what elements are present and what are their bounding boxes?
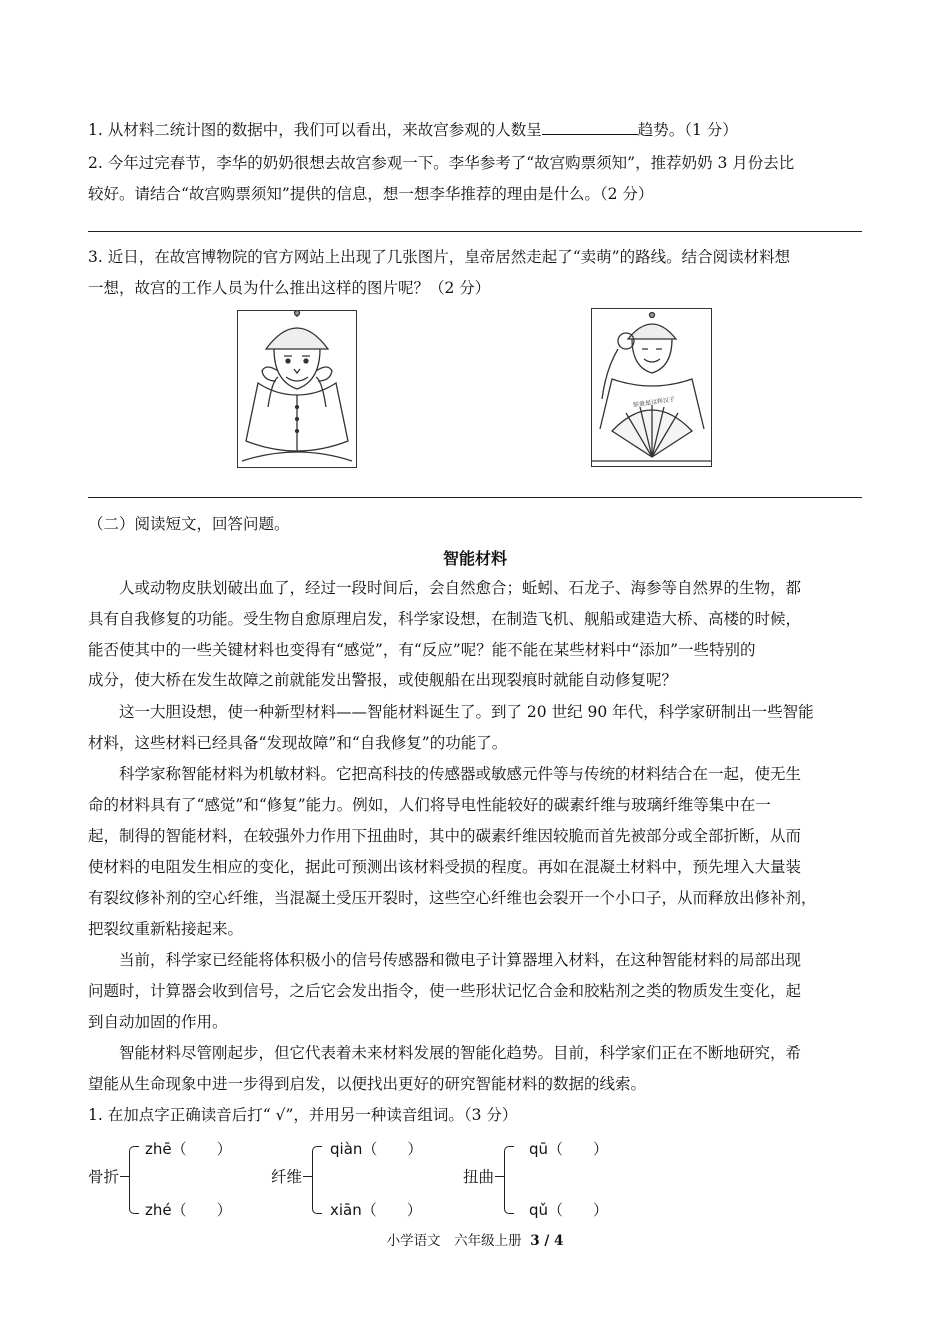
pinyin-option[interactable]: qū（ ）: [529, 1140, 609, 1158]
emperor-picture-1: [237, 310, 357, 468]
pinyin-option[interactable]: qiàn（ ）: [330, 1140, 423, 1158]
paragraph-line: 人或动物皮肤划破出血了，经过一段时间后，会自然愈合；蚯蚓、石龙子、海参等自然界的生物，都: [119, 579, 802, 597]
question-1: 1. 从材料二统计图的数据中，我们可以看出，来故宫参观的人数呈 趋势。（1 分）: [88, 121, 738, 139]
article-title: 智能材料: [442, 549, 507, 568]
paragraph-line: 当前，科学家已经能将体积极小的信号传感器和微电子计算器埋入材料，在这种智能材料的局部出现: [119, 951, 802, 969]
paragraph-line: 问题时，计算器会收到信号，之后它会发出指令，使一些形状记忆合金和胶粘剂之类的物质发生变化，起: [88, 982, 802, 1000]
pinyin-option[interactable]: xiān（ ）: [330, 1201, 422, 1219]
page-number: 3 / 4: [530, 1233, 564, 1249]
brace: [504, 1146, 514, 1214]
pinyin-option[interactable]: zhé（ ）: [145, 1201, 232, 1219]
paragraph-line: 命的材料具有了“感觉”和“修复”能力。例如，人们将导电性能较好的碳素纤维与玻璃纤维等集中在一: [88, 796, 771, 814]
paragraph-line: 使材料的电阻发生相应的变化，据此可预测出该材料受损的程度。再如在混凝土材料中，预先埋入大量装: [88, 858, 802, 876]
emperor-fan-illustration: [592, 309, 711, 466]
answer-line[interactable]: [88, 231, 862, 232]
section-heading: （二）阅读短文，回答问题。: [88, 515, 290, 533]
brace-tick: [303, 1176, 312, 1177]
pinyin-question: 1. 在加点字正确读音后打“ √”，并用另一种读音组词。（3 分）: [88, 1106, 518, 1124]
word-label: 扭曲: [463, 1168, 495, 1186]
paragraph-line: 能否使其中的一些关键材料也变得有“感觉”，有“反应”呢？能不能在某些材料中“添加”一些特别的: [88, 641, 756, 659]
brace-tick: [495, 1176, 504, 1177]
emperor-cute-face-illustration: [238, 311, 356, 467]
question-2-line2: 较好。请结合“故宫购票须知”提供的信息，想一想李华推荐的理由是什么。（2 分）: [88, 185, 654, 203]
question-2-line1: 2. 今年过完春节，李华的奶奶很想去故宫参观一下。李华参考了“故宫购票须知”，推荐奶奶 3 月份去比: [88, 154, 795, 172]
brace-tick: [120, 1176, 129, 1177]
emperor-picture-2: [591, 308, 712, 467]
paragraph-line: 科学家称智能材料为机敏材料。它把高科技的传感器或敏感元件等与传统的材料结合在一起，使无生: [119, 765, 802, 783]
fan-inscription: 朕就是这样汉子: [632, 396, 676, 409]
paragraph-line: 望能从生命现象中进一步得到启发，以便找出更好的研究智能材料的数据的线索。: [88, 1075, 647, 1093]
word-label: 纤维: [271, 1168, 303, 1186]
pinyin-option[interactable]: qǔ（ ）: [529, 1201, 609, 1219]
paragraph-line: 有裂纹修补剂的空心纤维，当混凝土受压开裂时，这些空心纤维也会裂开一个小口子，从而释放出修补剂，: [88, 889, 817, 907]
paragraph-line: 智能材料尽管刚起步，但它代表着未来材料发展的智能化趋势。目前，科学家们正在不断地研究，希: [119, 1044, 802, 1062]
brace: [129, 1146, 139, 1214]
question-3-line2: 一想，故宫的工作人员为什么推出这样的图片呢？（2 分）: [88, 279, 491, 297]
paragraph-line: 材料，这些材料已经具备“发现故障”和“自我修复”的功能了。: [88, 734, 508, 752]
paragraph-line: 这一大胆设想，使一种新型材料——智能材料诞生了。到了 20 世纪 90 年代，科学家研制出一些智能: [119, 703, 814, 721]
paragraph-line: 具有自我修复的功能。受生物自愈原理启发，科学家设想，在制造飞机、舰船或建造大桥、高楼的时候，: [88, 610, 802, 628]
page-footer: 小学语文 六年级上册 3 / 4: [386, 1233, 564, 1249]
paragraph-line: 成分，使大桥在发生故障之前就能发出警报，或使舰船在出现裂痕时就能自动修复呢？: [88, 671, 678, 689]
paragraph-line: 把裂纹重新粘接起来。: [88, 920, 244, 938]
paragraph-line: 到自动加固的作用。: [88, 1013, 228, 1031]
answer-line[interactable]: [88, 497, 862, 498]
brace: [312, 1146, 322, 1214]
word-label: 骨折: [88, 1168, 120, 1186]
question-3-line1: 3. 近日，在故宫博物院的官方网站上出现了几张图片，皇帝居然走起了“卖萌”的路线。结合阅读材料想: [88, 248, 791, 266]
paragraph-line: 起，制得的智能材料，在较强外力作用下扭曲时，其中的碳素纤维因较脆而首先被部分或全部折断，从而: [88, 827, 802, 845]
pinyin-option[interactable]: zhē（ ）: [145, 1140, 232, 1158]
answer-blank[interactable]: [542, 120, 638, 135]
